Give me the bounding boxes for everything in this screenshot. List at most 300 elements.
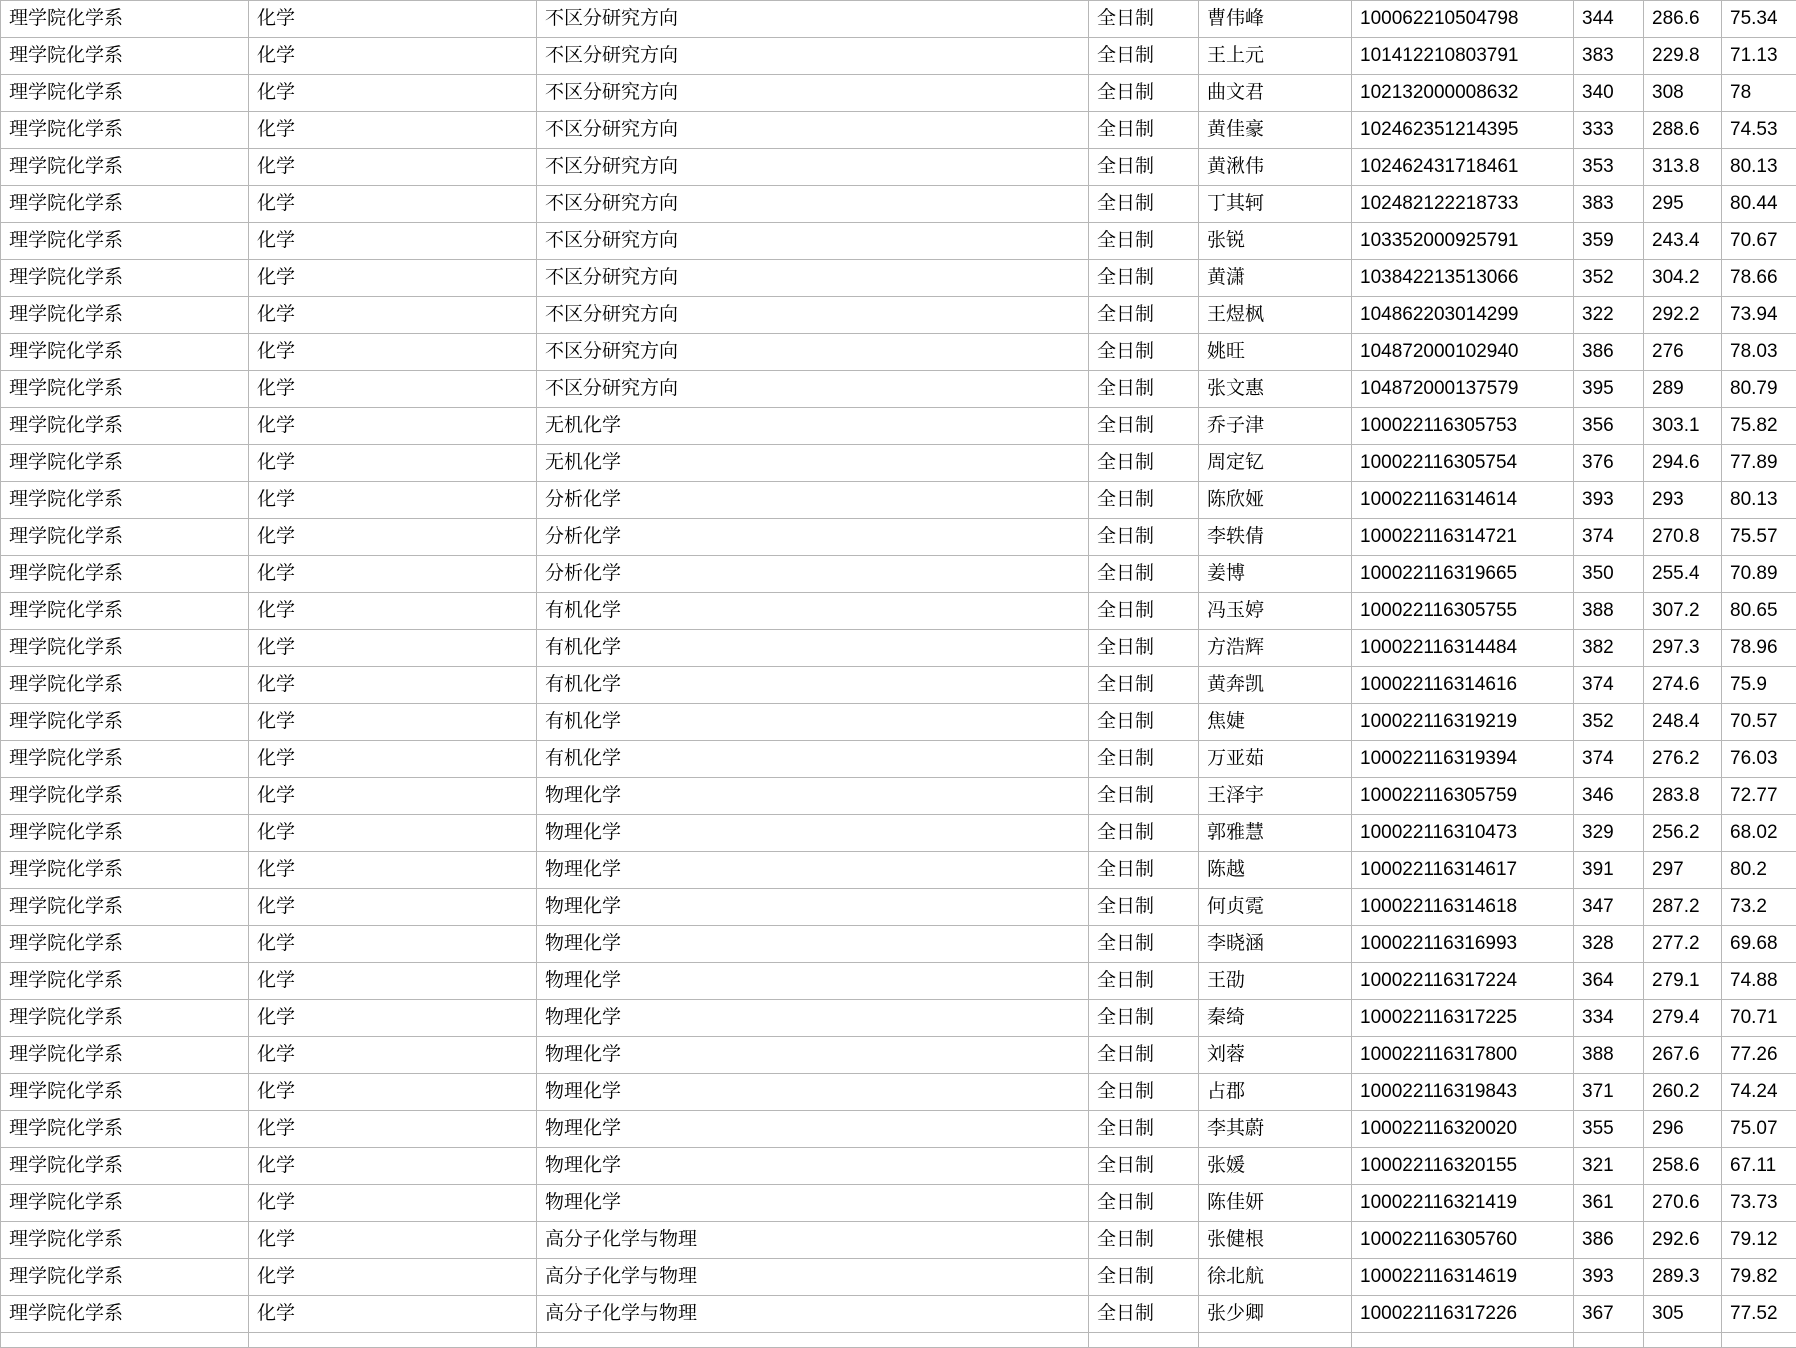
cell-name: 方浩辉 (1199, 630, 1352, 667)
cell-direction: 不区分研究方向 (537, 371, 1089, 408)
cell-name: 乔子津 (1199, 408, 1352, 445)
cell-department: 理学院化学系 (1, 1000, 249, 1037)
cell-retest_score: 229.8 (1644, 38, 1722, 75)
cell-name: 何贞霓 (1199, 889, 1352, 926)
table-row (1, 519, 1796, 556)
cell-department: 理学院化学系 (1, 112, 249, 149)
cell-department: 理学院化学系 (1, 75, 249, 112)
cell-name: 王煜枫 (1199, 297, 1352, 334)
cell-department: 理学院化学系 (1, 1037, 249, 1074)
cell-total_score: 329 (1574, 815, 1644, 852)
cell-department: 理学院化学系 (1, 704, 249, 741)
cell-direction: 不区分研究方向 (537, 1, 1089, 38)
cell-exam_id (1352, 1333, 1574, 1348)
table-row (1, 408, 1796, 445)
cell-study_type: 全日制 (1089, 926, 1199, 963)
cell-total_score: 355 (1574, 1111, 1644, 1148)
cell-department: 理学院化学系 (1, 38, 249, 75)
cell-exam_id: 100022116317225 (1352, 1000, 1574, 1037)
cell-direction: 不区分研究方向 (537, 334, 1089, 371)
cell-retest_score: 276.2 (1644, 741, 1722, 778)
cell-department: 理学院化学系 (1, 1222, 249, 1259)
cell-retest_score: 292.2 (1644, 297, 1722, 334)
cell-name: 李其蔚 (1199, 1111, 1352, 1148)
cell-retest_score: 303.1 (1644, 408, 1722, 445)
cell-retest_score: 260.2 (1644, 1074, 1722, 1111)
cell-name: 张文惠 (1199, 371, 1352, 408)
cell-name: 黄佳豪 (1199, 112, 1352, 149)
cell-retest_score: 286.6 (1644, 1, 1722, 38)
table-row (1, 667, 1796, 704)
cell-retest_score: 287.2 (1644, 889, 1722, 926)
cell-study_type: 全日制 (1089, 149, 1199, 186)
table-row (1, 149, 1796, 186)
cell-total_score: 356 (1574, 408, 1644, 445)
table-row (1, 593, 1796, 630)
cell-direction: 有机化学 (537, 593, 1089, 630)
cell-department: 理学院化学系 (1, 1111, 249, 1148)
cell-study_type: 全日制 (1089, 852, 1199, 889)
cell-major: 化学 (249, 1074, 537, 1111)
table-row (1, 889, 1796, 926)
cell-total_score: 386 (1574, 1222, 1644, 1259)
cell-direction: 物理化学 (537, 1074, 1089, 1111)
cell-retest_score: 296 (1644, 1111, 1722, 1148)
cell-total_score: 346 (1574, 778, 1644, 815)
cell-retest_score: 305 (1644, 1296, 1722, 1333)
cell-retest_score: 276 (1644, 334, 1722, 371)
table-row (1, 1296, 1796, 1333)
cell-department: 理学院化学系 (1, 815, 249, 852)
cell-total_score: 374 (1574, 519, 1644, 556)
cell-final_score: 78.03 (1722, 334, 1796, 371)
cell-direction: 分析化学 (537, 482, 1089, 519)
cell-study_type: 全日制 (1089, 1296, 1199, 1333)
table-row (1, 926, 1796, 963)
cell-direction: 物理化学 (537, 815, 1089, 852)
cell-direction: 不区分研究方向 (537, 75, 1089, 112)
cell-total_score: 386 (1574, 334, 1644, 371)
cell-retest_score (1644, 1333, 1722, 1348)
cell-retest_score: 304.2 (1644, 260, 1722, 297)
cell-major: 化学 (249, 260, 537, 297)
cell-retest_score: 248.4 (1644, 704, 1722, 741)
cell-department: 理学院化学系 (1, 556, 249, 593)
cell-direction: 高分子化学与物理 (537, 1259, 1089, 1296)
cell-department: 理学院化学系 (1, 1074, 249, 1111)
cell-name: 陈欣娅 (1199, 482, 1352, 519)
cell-total_score: 352 (1574, 704, 1644, 741)
table-row (1, 1111, 1796, 1148)
cell-total_score: 367 (1574, 1296, 1644, 1333)
cell-study_type: 全日制 (1089, 741, 1199, 778)
cell-name: 姚旺 (1199, 334, 1352, 371)
cell-exam_id: 100022116314721 (1352, 519, 1574, 556)
cell-direction: 分析化学 (537, 519, 1089, 556)
table-row (1, 112, 1796, 149)
cell-name: 张锐 (1199, 223, 1352, 260)
cell-exam_id: 100022116305759 (1352, 778, 1574, 815)
cell-final_score: 80.44 (1722, 186, 1796, 223)
cell-retest_score: 289.3 (1644, 1259, 1722, 1296)
cell-department: 理学院化学系 (1, 482, 249, 519)
cell-major: 化学 (249, 112, 537, 149)
cell-study_type: 全日制 (1089, 963, 1199, 1000)
table-row (1, 38, 1796, 75)
cell-final_score: 75.07 (1722, 1111, 1796, 1148)
cell-exam_id: 100022116314616 (1352, 667, 1574, 704)
cell-total_score: 328 (1574, 926, 1644, 963)
cell-direction: 不区分研究方向 (537, 112, 1089, 149)
cell-direction: 物理化学 (537, 926, 1089, 963)
cell-name: 姜博 (1199, 556, 1352, 593)
cell-total_score: 376 (1574, 445, 1644, 482)
cell-direction: 不区分研究方向 (537, 186, 1089, 223)
cell-total_score: 374 (1574, 667, 1644, 704)
cell-retest_score: 243.4 (1644, 223, 1722, 260)
cell-exam_id: 100022116314619 (1352, 1259, 1574, 1296)
cell-department: 理学院化学系 (1, 371, 249, 408)
table-row (1, 1, 1796, 38)
cell-major: 化学 (249, 1148, 537, 1185)
cell-exam_id: 100022116305753 (1352, 408, 1574, 445)
table-row (1, 75, 1796, 112)
cell-final_score: 75.82 (1722, 408, 1796, 445)
cell-name: 黄潇 (1199, 260, 1352, 297)
cell-major: 化学 (249, 889, 537, 926)
cell-direction: 物理化学 (537, 1000, 1089, 1037)
cell-direction: 有机化学 (537, 667, 1089, 704)
cell-retest_score: 270.8 (1644, 519, 1722, 556)
cell-final_score: 80.2 (1722, 852, 1796, 889)
cell-exam_id: 100022116319219 (1352, 704, 1574, 741)
cell-study_type: 全日制 (1089, 408, 1199, 445)
table-row (1, 482, 1796, 519)
cell-major: 化学 (249, 1037, 537, 1074)
cell-major: 化学 (249, 778, 537, 815)
cell-retest_score: 283.8 (1644, 778, 1722, 815)
cell-direction (537, 1333, 1089, 1348)
cell-final_score: 71.13 (1722, 38, 1796, 75)
cell-study_type: 全日制 (1089, 630, 1199, 667)
cell-final_score: 75.34 (1722, 1, 1796, 38)
cell-exam_id: 100022116305754 (1352, 445, 1574, 482)
cell-study_type: 全日制 (1089, 667, 1199, 704)
cell-study_type: 全日制 (1089, 1074, 1199, 1111)
cell-name: 秦绮 (1199, 1000, 1352, 1037)
cell-exam_id: 100022116319665 (1352, 556, 1574, 593)
cell-study_type: 全日制 (1089, 593, 1199, 630)
cell-final_score: 77.89 (1722, 445, 1796, 482)
cell-final_score: 74.88 (1722, 963, 1796, 1000)
cell-direction: 物理化学 (537, 963, 1089, 1000)
table-row (1, 1000, 1796, 1037)
cell-direction: 不区分研究方向 (537, 260, 1089, 297)
cell-exam_id: 103352000925791 (1352, 223, 1574, 260)
cell-exam_id: 104862203014299 (1352, 297, 1574, 334)
cell-retest_score: 295 (1644, 186, 1722, 223)
cell-total_score: 344 (1574, 1, 1644, 38)
cell-department: 理学院化学系 (1, 223, 249, 260)
table-row (1, 334, 1796, 371)
cell-final_score: 78 (1722, 75, 1796, 112)
table-row (1, 1074, 1796, 1111)
cell-total_score: 322 (1574, 297, 1644, 334)
cell-major: 化学 (249, 445, 537, 482)
cell-exam_id: 100022116310473 (1352, 815, 1574, 852)
table-row (1, 1148, 1796, 1185)
cell-final_score: 70.67 (1722, 223, 1796, 260)
cell-study_type: 全日制 (1089, 815, 1199, 852)
cell-study_type: 全日制 (1089, 1259, 1199, 1296)
table-row (1, 963, 1796, 1000)
cell-direction: 不区分研究方向 (537, 149, 1089, 186)
cell-study_type: 全日制 (1089, 75, 1199, 112)
cell-final_score: 78.66 (1722, 260, 1796, 297)
cell-study_type: 全日制 (1089, 704, 1199, 741)
cell-study_type: 全日制 (1089, 1111, 1199, 1148)
table-row (1, 223, 1796, 260)
cell-direction: 分析化学 (537, 556, 1089, 593)
table-row (1, 556, 1796, 593)
cell-department: 理学院化学系 (1, 963, 249, 1000)
table-row (1, 1259, 1796, 1296)
cell-direction: 物理化学 (537, 778, 1089, 815)
table-row (1, 445, 1796, 482)
cell-exam_id: 100022116314618 (1352, 889, 1574, 926)
cell-major: 化学 (249, 1000, 537, 1037)
cell-final_score: 68.02 (1722, 815, 1796, 852)
cell-exam_id: 102132000008632 (1352, 75, 1574, 112)
cell-direction: 高分子化学与物理 (537, 1222, 1089, 1259)
cell-exam_id: 100022116316993 (1352, 926, 1574, 963)
cell-final_score: 77.26 (1722, 1037, 1796, 1074)
cell-direction: 不区分研究方向 (537, 297, 1089, 334)
cell-final_score: 80.13 (1722, 149, 1796, 186)
cell-total_score: 395 (1574, 371, 1644, 408)
cell-name: 曹伟峰 (1199, 1, 1352, 38)
cell-exam_id: 102462431718461 (1352, 149, 1574, 186)
table-row-partial (1, 1333, 1796, 1348)
cell-study_type: 全日制 (1089, 556, 1199, 593)
cell-study_type: 全日制 (1089, 482, 1199, 519)
cell-name: 刘蓉 (1199, 1037, 1352, 1074)
cell-study_type: 全日制 (1089, 260, 1199, 297)
cell-final_score: 67.11 (1722, 1148, 1796, 1185)
cell-study_type: 全日制 (1089, 334, 1199, 371)
cell-study_type: 全日制 (1089, 889, 1199, 926)
cell-final_score: 79.82 (1722, 1259, 1796, 1296)
cell-name (1199, 1333, 1352, 1348)
cell-department: 理学院化学系 (1, 1296, 249, 1333)
cell-exam_id: 100022116314614 (1352, 482, 1574, 519)
cell-major: 化学 (249, 704, 537, 741)
cell-study_type: 全日制 (1089, 223, 1199, 260)
cell-name: 李晓涵 (1199, 926, 1352, 963)
cell-retest_score: 277.2 (1644, 926, 1722, 963)
table-row (1, 371, 1796, 408)
table-row (1, 1185, 1796, 1222)
cell-study_type: 全日制 (1089, 1148, 1199, 1185)
cell-direction: 无机化学 (537, 445, 1089, 482)
cell-exam_id: 100022116320020 (1352, 1111, 1574, 1148)
cell-exam_id: 100022116320155 (1352, 1148, 1574, 1185)
cell-total_score: 388 (1574, 1037, 1644, 1074)
cell-final_score: 73.94 (1722, 297, 1796, 334)
cell-total_score: 371 (1574, 1074, 1644, 1111)
cell-final_score: 73.2 (1722, 889, 1796, 926)
cell-total_score: 333 (1574, 112, 1644, 149)
cell-name: 黄湫伟 (1199, 149, 1352, 186)
cell-exam_id: 100022116319394 (1352, 741, 1574, 778)
cell-direction: 物理化学 (537, 1111, 1089, 1148)
cell-name: 陈越 (1199, 852, 1352, 889)
cell-direction: 物理化学 (537, 889, 1089, 926)
cell-name: 张少卿 (1199, 1296, 1352, 1333)
cell-retest_score: 293 (1644, 482, 1722, 519)
cell-department: 理学院化学系 (1, 445, 249, 482)
cell-major: 化学 (249, 1, 537, 38)
cell-name: 周定钇 (1199, 445, 1352, 482)
cell-direction: 物理化学 (537, 1037, 1089, 1074)
cell-total_score: 353 (1574, 149, 1644, 186)
cell-final_score: 70.57 (1722, 704, 1796, 741)
table-row (1, 1222, 1796, 1259)
table-row (1, 704, 1796, 741)
cell-name: 王泽宇 (1199, 778, 1352, 815)
cell-total_score: 393 (1574, 1259, 1644, 1296)
cell-final_score: 76.03 (1722, 741, 1796, 778)
cell-study_type: 全日制 (1089, 445, 1199, 482)
cell-study_type: 全日制 (1089, 1185, 1199, 1222)
cell-major: 化学 (249, 556, 537, 593)
cell-exam_id: 100022116305760 (1352, 1222, 1574, 1259)
table-row (1, 741, 1796, 778)
cell-major: 化学 (249, 741, 537, 778)
cell-final_score: 80.65 (1722, 593, 1796, 630)
cell-direction: 有机化学 (537, 630, 1089, 667)
table-row (1, 297, 1796, 334)
cell-final_score: 70.71 (1722, 1000, 1796, 1037)
cell-total_score: 388 (1574, 593, 1644, 630)
cell-department (1, 1333, 249, 1348)
cell-study_type: 全日制 (1089, 1222, 1199, 1259)
cell-total_score: 393 (1574, 482, 1644, 519)
cell-major: 化学 (249, 297, 537, 334)
cell-retest_score: 274.6 (1644, 667, 1722, 704)
cell-department: 理学院化学系 (1, 667, 249, 704)
cell-department: 理学院化学系 (1, 334, 249, 371)
cell-total_score: 350 (1574, 556, 1644, 593)
cell-major: 化学 (249, 926, 537, 963)
cell-final_score: 69.68 (1722, 926, 1796, 963)
cell-direction: 物理化学 (537, 1185, 1089, 1222)
cell-department: 理学院化学系 (1, 778, 249, 815)
cell-exam_id: 100022116314617 (1352, 852, 1574, 889)
cell-total_score: 382 (1574, 630, 1644, 667)
cell-major: 化学 (249, 1222, 537, 1259)
cell-direction: 物理化学 (537, 852, 1089, 889)
cell-retest_score: 313.8 (1644, 149, 1722, 186)
cell-total_score: 364 (1574, 963, 1644, 1000)
cell-major: 化学 (249, 667, 537, 704)
cell-department: 理学院化学系 (1, 1148, 249, 1185)
cell-name: 黄奔凯 (1199, 667, 1352, 704)
cell-total_score: 359 (1574, 223, 1644, 260)
cell-study_type: 全日制 (1089, 297, 1199, 334)
cell-study_type (1089, 1333, 1199, 1348)
table-row (1, 852, 1796, 889)
cell-retest_score: 297 (1644, 852, 1722, 889)
cell-department: 理学院化学系 (1, 186, 249, 223)
cell-major: 化学 (249, 1185, 537, 1222)
cell-department: 理学院化学系 (1, 1259, 249, 1296)
cell-retest_score: 267.6 (1644, 1037, 1722, 1074)
cell-exam_id: 100022116321419 (1352, 1185, 1574, 1222)
cell-department: 理学院化学系 (1, 1185, 249, 1222)
cell-department: 理学院化学系 (1, 741, 249, 778)
table-body (1, 1, 1796, 1348)
table-row (1, 260, 1796, 297)
cell-department: 理学院化学系 (1, 149, 249, 186)
cell-department: 理学院化学系 (1, 889, 249, 926)
cell-major: 化学 (249, 149, 537, 186)
cell-total_score: 347 (1574, 889, 1644, 926)
cell-major: 化学 (249, 852, 537, 889)
cell-final_score: 79.12 (1722, 1222, 1796, 1259)
cell-final_score: 78.96 (1722, 630, 1796, 667)
cell-study_type: 全日制 (1089, 519, 1199, 556)
table-row (1, 778, 1796, 815)
cell-exam_id: 104872000137579 (1352, 371, 1574, 408)
cell-name: 张媛 (1199, 1148, 1352, 1185)
cell-major: 化学 (249, 593, 537, 630)
cell-study_type: 全日制 (1089, 1, 1199, 38)
table-row (1, 186, 1796, 223)
cell-direction: 物理化学 (537, 1148, 1089, 1185)
cell-exam_id: 102482122218733 (1352, 186, 1574, 223)
cell-major: 化学 (249, 963, 537, 1000)
cell-major: 化学 (249, 482, 537, 519)
cell-major: 化学 (249, 38, 537, 75)
cell-total_score: 352 (1574, 260, 1644, 297)
cell-total_score: 374 (1574, 741, 1644, 778)
cell-department: 理学院化学系 (1, 519, 249, 556)
cell-final_score: 74.24 (1722, 1074, 1796, 1111)
cell-major: 化学 (249, 815, 537, 852)
cell-direction: 不区分研究方向 (537, 223, 1089, 260)
cell-study_type: 全日制 (1089, 778, 1199, 815)
cell-final_score: 75.9 (1722, 667, 1796, 704)
cell-name: 焦婕 (1199, 704, 1352, 741)
cell-study_type: 全日制 (1089, 186, 1199, 223)
cell-retest_score: 270.6 (1644, 1185, 1722, 1222)
cell-department: 理学院化学系 (1, 260, 249, 297)
cell-major: 化学 (249, 630, 537, 667)
cell-total_score: 321 (1574, 1148, 1644, 1185)
cell-total_score: 361 (1574, 1185, 1644, 1222)
cell-name: 曲文君 (1199, 75, 1352, 112)
cell-name: 郭雅慧 (1199, 815, 1352, 852)
cell-exam_id: 100022116314484 (1352, 630, 1574, 667)
table-row (1, 1037, 1796, 1074)
cell-name: 冯玉婷 (1199, 593, 1352, 630)
cell-major: 化学 (249, 334, 537, 371)
table-row (1, 630, 1796, 667)
cell-total_score: 340 (1574, 75, 1644, 112)
cell-final_score: 73.73 (1722, 1185, 1796, 1222)
cell-study_type: 全日制 (1089, 38, 1199, 75)
